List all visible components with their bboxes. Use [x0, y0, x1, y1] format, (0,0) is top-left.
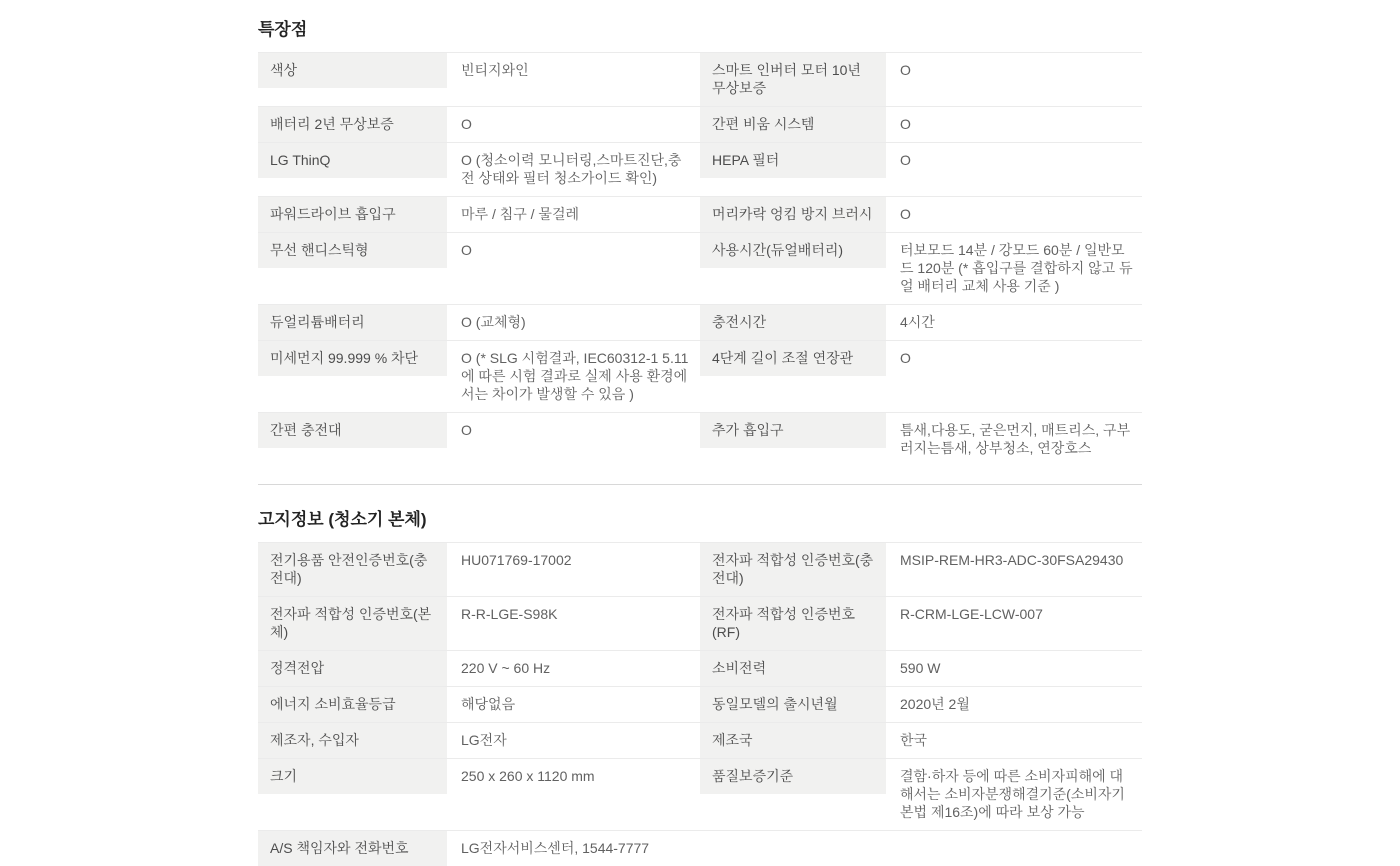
spec-label: 전자파 적합성 인증번호(충전대) — [700, 543, 886, 596]
spec-label: 전자파 적합성 인증번호(RF) — [700, 597, 886, 650]
spec-row — [258, 412, 1142, 466]
spec-value: O — [900, 152, 911, 168]
spec-row — [258, 304, 1142, 340]
spec-label: 색상 — [258, 53, 447, 88]
notice-section — [258, 485, 1142, 866]
spec-row — [258, 830, 1142, 866]
spec-row — [258, 340, 1142, 412]
spec-value: O (청소이력 모니터링,스마트진단,충전 상태와 필터 청소가이드 확인) — [461, 152, 682, 186]
spec-value: R-CRM-LGE-LCW-007 — [900, 606, 1043, 622]
features-spec-table — [258, 52, 1142, 466]
spec-value: 해당없음 — [461, 696, 516, 712]
spec-row — [258, 106, 1142, 142]
spec-label: A/S 책임자와 전화번호 — [258, 831, 447, 866]
spec-value: 4시간 — [900, 314, 935, 330]
spec-value: O (* SLG 시험결과, IEC60312-1 5.11에 따른 시험 결과로 실제 사용 환경에서는 차이가 발생할 수 있음 ) — [461, 350, 689, 402]
spec-row — [258, 232, 1142, 304]
notice-spec-table — [258, 542, 1142, 866]
spec-label: 머리카락 엉킴 방지 브러시 — [700, 197, 886, 232]
spec-label: 동일모델의 출시년월 — [700, 687, 886, 722]
spec-label: 전자파 적합성 인증번호(본체) — [258, 597, 447, 650]
spec-value: 590 W — [900, 660, 941, 676]
spec-label: 품질보증기준 — [700, 759, 886, 794]
spec-value: 한국 — [900, 732, 928, 748]
spec-value: MSIP-REM-HR3-ADC-30FSA29430 — [900, 552, 1124, 568]
spec-value: O — [461, 116, 472, 132]
spec-label: HEPA 필터 — [700, 143, 886, 178]
features-title: 특장점 — [258, 20, 308, 39]
spec-value: O — [900, 350, 911, 366]
spec-value: 빈티지와인 — [461, 62, 529, 78]
spec-label: 듀얼리튬배터리 — [258, 305, 447, 340]
spec-label: 전기용품 안전인증번호(충전대) — [258, 543, 447, 596]
spec-label: 제조국 — [700, 723, 886, 758]
spec-value: R-R-LGE-S98K — [461, 606, 558, 622]
spec-label: 파워드라이브 흡입구 — [258, 197, 447, 232]
spec-label: 정격전압 — [258, 651, 447, 686]
spec-label: 추가 흡입구 — [700, 413, 886, 448]
spec-value: O — [900, 206, 911, 222]
spec-label: LG ThinQ — [258, 143, 447, 178]
spec-value: O — [461, 242, 472, 258]
spec-value: O (교체형) — [461, 314, 526, 330]
spec-label: 크기 — [258, 759, 447, 794]
spec-label: 간편 비움 시스템 — [700, 107, 886, 142]
spec-value: 250 x 260 x 1120 mm — [461, 768, 595, 784]
spec-value: O — [461, 422, 472, 438]
spec-value: 결함·하자 등에 따른 소비자피해에 대해서는 소비자분쟁해결기준(소비자기본법 제16조)에 따라 보상 가능 — [900, 768, 1125, 820]
spec-row — [258, 758, 1142, 830]
spec-value: 마루 / 침구 / 물걸레 — [461, 206, 580, 222]
spec-row — [258, 196, 1142, 232]
spec-label: 배터리 2년 무상보증 — [258, 107, 447, 142]
spec-row — [258, 596, 1142, 650]
spec-label: 미세먼지 99.999 % 차단 — [258, 341, 447, 376]
spec-label: 충전시간 — [700, 305, 886, 340]
spec-row — [258, 142, 1142, 196]
spec-value: HU071769-17002 — [461, 552, 572, 568]
spec-row — [258, 542, 1142, 596]
spec-row — [258, 686, 1142, 722]
spec-row — [258, 650, 1142, 686]
spec-content — [258, 0, 1142, 866]
spec-label: 무선 핸디스틱형 — [258, 233, 447, 268]
spec-value: 틈새,다용도, 굳은먼지, 매트리스, 구부러지는틈새, 상부청소, 연장호스 — [900, 422, 1131, 456]
spec-label: 4단계 길이 조절 연장관 — [700, 341, 886, 376]
spec-row — [258, 52, 1142, 106]
spec-value: 2020년 2월 — [900, 696, 970, 712]
spec-label: 에너지 소비효율등급 — [258, 687, 447, 722]
spec-value: LG전자 — [461, 732, 507, 748]
spec-value: O — [900, 62, 911, 78]
spec-value: 220 V ~ 60 Hz — [461, 660, 551, 676]
spec-label: 스마트 인버터 모터 10년 무상보증 — [700, 53, 886, 106]
spec-value: 터보모드 14분 / 강모드 60분 / 일반모드 120분 (* 흡입구를 결합하지 않고 듀얼 배터리 교체 사용 기준 ) — [900, 242, 1133, 294]
spec-value — [886, 831, 1142, 848]
features-section — [258, 0, 1142, 466]
spec-value: LG전자서비스센터, 1544-7777 — [461, 840, 650, 856]
spec-label: 소비전력 — [700, 651, 886, 686]
notice-title: 고지정보 (청소기 본체) — [258, 510, 427, 529]
spec-row — [258, 722, 1142, 758]
spec-label: 간편 충전대 — [258, 413, 447, 448]
spec-label: 제조자, 수입자 — [258, 723, 447, 758]
spec-value: O — [900, 116, 911, 132]
spec-label: 사용시간(듀얼배터리) — [700, 233, 886, 268]
